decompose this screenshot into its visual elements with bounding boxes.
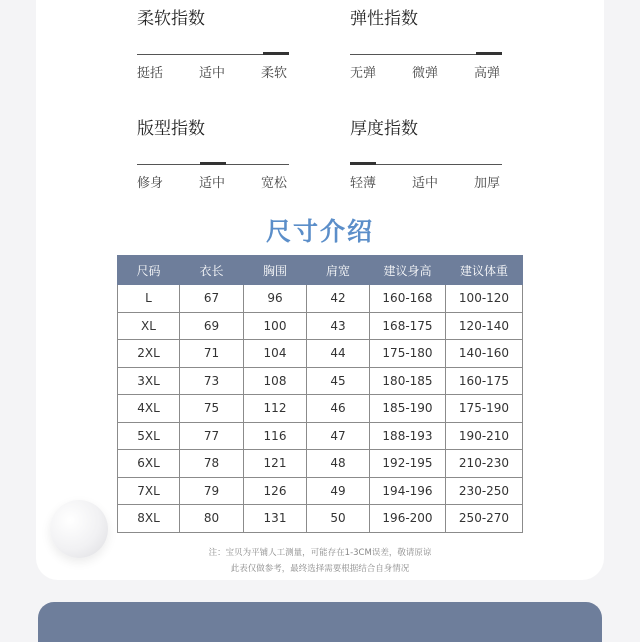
- index-title: 厚度指数: [350, 119, 418, 139]
- index-marker: [263, 52, 289, 55]
- table-cell: 185-190: [370, 395, 446, 423]
- table-cell: 190-210: [446, 422, 523, 450]
- table-cell: 80: [180, 505, 244, 533]
- table-cell: 194-196: [370, 477, 446, 505]
- table-cell: 196-200: [370, 505, 446, 533]
- table-cell: 192-195: [370, 450, 446, 478]
- table-cell: 48: [307, 450, 370, 478]
- table-row: [118, 450, 523, 478]
- table-header-cell: 建议体重: [446, 256, 523, 285]
- table-cell: 50: [307, 505, 370, 533]
- index-label: 挺括: [137, 66, 164, 81]
- table-row: [118, 285, 523, 313]
- table-cell: 8XL: [118, 505, 180, 533]
- table-header-cell: 胸围: [244, 256, 307, 285]
- table-cell: 175-190: [446, 395, 523, 423]
- table-header-cell: 衣长: [180, 256, 244, 285]
- index-title: 弹性指数: [350, 9, 418, 29]
- table-cell: 44: [307, 340, 370, 368]
- table-cell: 140-160: [446, 340, 523, 368]
- table-header-cell: 建议身高: [370, 256, 446, 285]
- table-header-cell: 肩宽: [307, 256, 370, 285]
- table-cell: 7XL: [118, 477, 180, 505]
- table-cell: 126: [244, 477, 307, 505]
- table-cell: 67: [180, 285, 244, 313]
- section-title: 尺寸介绍: [265, 217, 374, 246]
- index-title: 柔软指数: [137, 9, 205, 29]
- table-cell: 78: [180, 450, 244, 478]
- table-cell: 6XL: [118, 450, 180, 478]
- index-label: 柔软: [261, 66, 288, 81]
- table-cell: 45: [307, 367, 370, 395]
- table-cell: 121: [244, 450, 307, 478]
- table-row: [118, 395, 523, 423]
- table-cell: 47: [307, 422, 370, 450]
- index-marker: [476, 52, 502, 55]
- table-cell: 188-193: [370, 422, 446, 450]
- table-cell: 175-180: [370, 340, 446, 368]
- table-cell: 250-270: [446, 505, 523, 533]
- table-cell: 168-175: [370, 312, 446, 340]
- index-elasticity: [350, 8, 502, 81]
- note-line: 此表仅做参考，最终选择需要根据结合自身情况: [230, 564, 410, 574]
- index-label: 宽松: [261, 176, 288, 191]
- table-row: [118, 367, 523, 395]
- index-label: 加厚: [474, 176, 501, 191]
- table-cell: 46: [307, 395, 370, 423]
- table-cell: 112: [244, 395, 307, 423]
- index-label: 适中: [199, 66, 226, 81]
- table-cell: 79: [180, 477, 244, 505]
- index-label: 高弹: [474, 66, 501, 81]
- index-label: 微弹: [412, 66, 439, 81]
- table-cell: 100: [244, 312, 307, 340]
- table-cell: 120-140: [446, 312, 523, 340]
- table-header-row: [118, 256, 523, 285]
- index-label: 适中: [412, 176, 439, 191]
- index-label: 无弹: [350, 66, 377, 81]
- table-cell: 4XL: [118, 395, 180, 423]
- table-cell: 131: [244, 505, 307, 533]
- table-body: [118, 285, 523, 533]
- table-cell: 49: [307, 477, 370, 505]
- index-softness: [137, 8, 289, 81]
- table-cell: 108: [244, 367, 307, 395]
- table-cell: 3XL: [118, 367, 180, 395]
- index-marker: [200, 162, 226, 165]
- table-cell: 77: [180, 422, 244, 450]
- table-cell: 230-250: [446, 477, 523, 505]
- table-cell: 42: [307, 285, 370, 313]
- table-row: [118, 312, 523, 340]
- table-row: [118, 477, 523, 505]
- table-cell: L: [118, 285, 180, 313]
- table-cell: 116: [244, 422, 307, 450]
- note-line: 注：宝贝为平铺人工测量，可能存在1-3CM误差，敬请原谅: [208, 548, 432, 558]
- index-label: 修身: [137, 176, 164, 191]
- table-cell: 96: [244, 285, 307, 313]
- index-label: 适中: [199, 176, 226, 191]
- table-cell: 180-185: [370, 367, 446, 395]
- bottom-band: [38, 602, 602, 642]
- table-cell: 160-175: [446, 367, 523, 395]
- table-cell: 2XL: [118, 340, 180, 368]
- table-cell: 100-120: [446, 285, 523, 313]
- index-label: 轻薄: [350, 176, 377, 191]
- table-cell: 104: [244, 340, 307, 368]
- table-cell: XL: [118, 312, 180, 340]
- table-cell: 71: [180, 340, 244, 368]
- table-cell: 160-168: [370, 285, 446, 313]
- index-thickness: [350, 118, 502, 191]
- index-marker: [350, 162, 376, 165]
- size-table: [117, 255, 523, 533]
- table-row: [118, 340, 523, 368]
- table-row: [118, 422, 523, 450]
- table-cell: 5XL: [118, 422, 180, 450]
- table-cell: 69: [180, 312, 244, 340]
- table-cell: 75: [180, 395, 244, 423]
- table-cell: 43: [307, 312, 370, 340]
- table-cell: 210-230: [446, 450, 523, 478]
- table-cell: 73: [180, 367, 244, 395]
- table-header-cell: 尺码: [118, 256, 180, 285]
- index-fit: [137, 118, 289, 191]
- index-title: 版型指数: [137, 119, 205, 139]
- table-row: [118, 505, 523, 533]
